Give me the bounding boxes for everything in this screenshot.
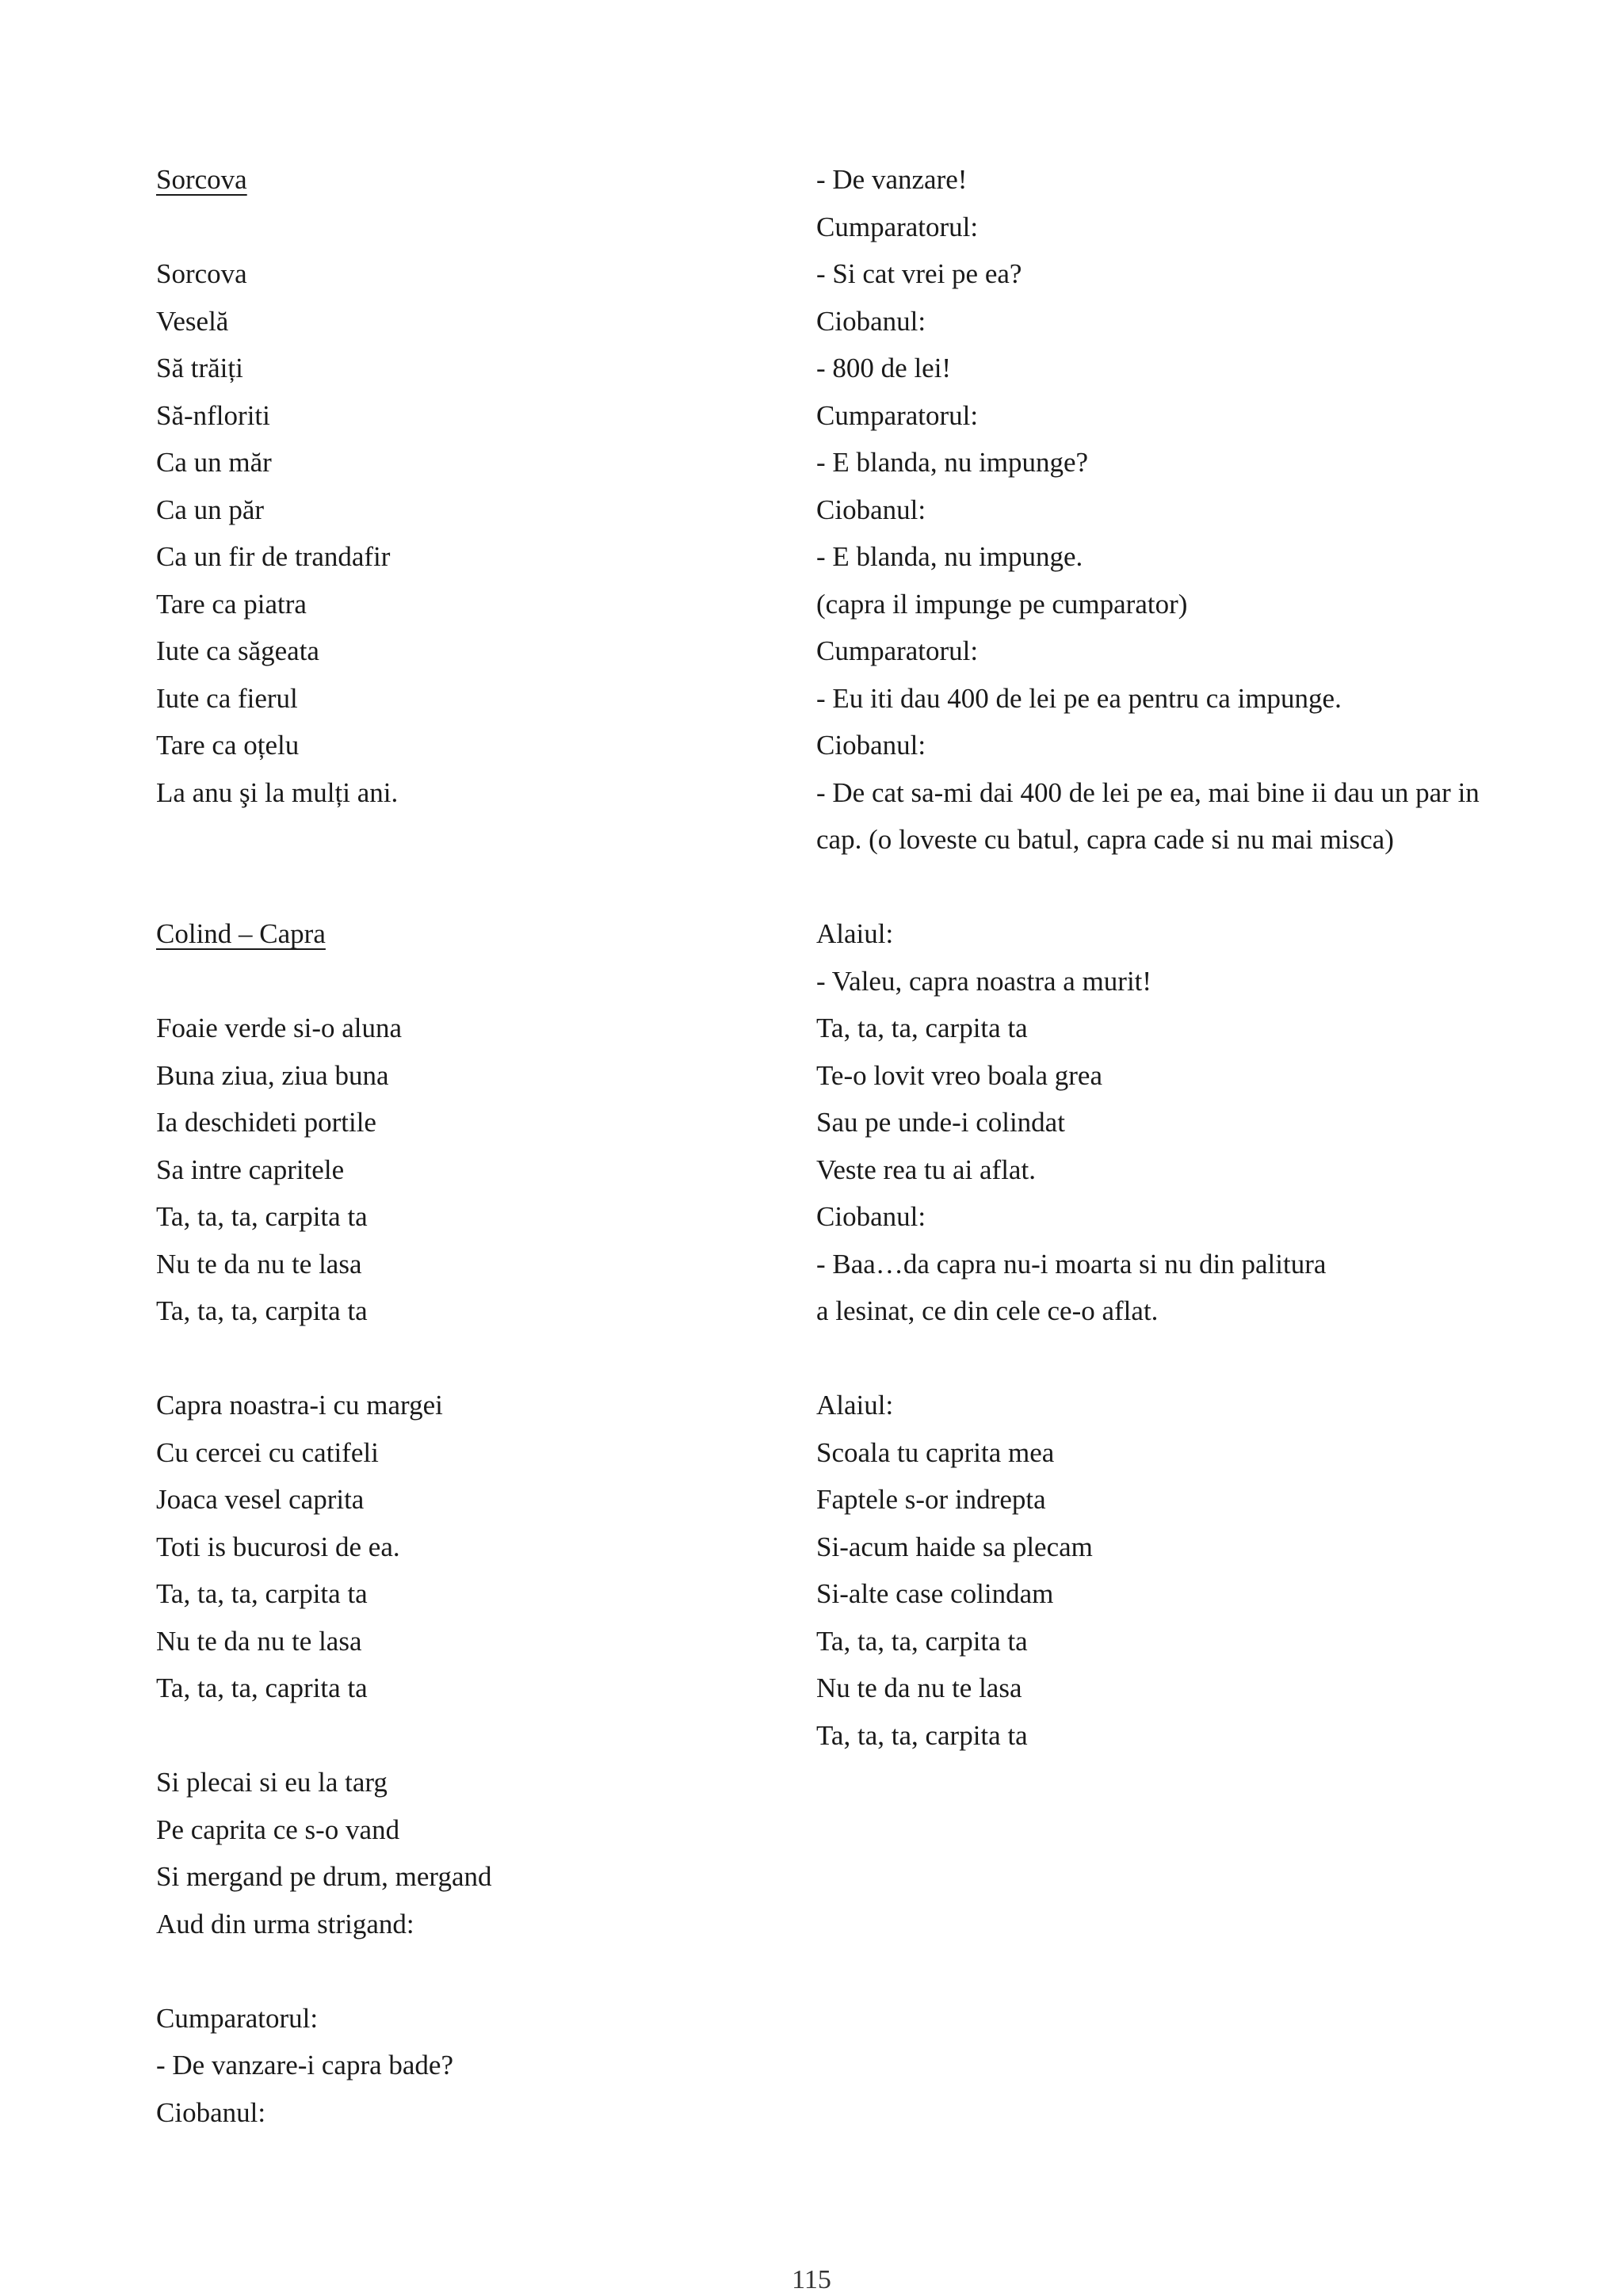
poem-line: Iute ca fierul <box>156 682 298 714</box>
dialog-line: - E blanda, nu impunge? <box>816 447 1089 478</box>
poem-line: Tare ca piatra <box>156 588 307 620</box>
spacer <box>156 1712 790 1760</box>
dialog-line: Sau pe unde-i colindat <box>816 1107 1065 1138</box>
dialog-line: Ciobanul: <box>816 1201 926 1232</box>
dialog-line: - Valeu, capra noastra a murit! <box>816 965 1152 997</box>
dialog-block-1 <box>816 156 1498 864</box>
capra-title: Colind – Capra <box>156 918 326 949</box>
capra-stanza-2 <box>156 1382 790 1712</box>
dialog-line: Veste rea tu ai aflat. <box>816 1154 1036 1185</box>
dialog-line: Ta, ta, ta, carpita ta <box>816 1625 1028 1657</box>
spacer <box>156 1335 790 1383</box>
spacer <box>156 1947 790 1995</box>
dialog-block-2 <box>816 910 1498 1335</box>
dialog-line: Cumparatorul: <box>816 211 979 242</box>
dialog-line: Faptele s-or indrepta <box>816 1484 1046 1515</box>
dialog-line: Ciobanul: <box>816 305 926 337</box>
poem-line: Ca un păr <box>156 494 265 525</box>
dialog-line: Si-acum haide sa plecam <box>816 1531 1093 1562</box>
dialog-line: Alaiul: <box>816 918 894 949</box>
dialog-line: - De vanzare-i capra bade? <box>156 2050 454 2081</box>
poem-line: Joaca vesel caprita <box>156 1484 365 1515</box>
dialog-paragraph: - De cat sa-mi dai 400 de lei pe ea, mai bine ii dau un par in cap. (o loveste cu batul, capra cade si nu mai misca) <box>816 776 1480 855</box>
dialog-line: Alaiul: <box>816 1390 894 1421</box>
poem-line: Sa intre capritele <box>156 1154 345 1185</box>
poem-line: Capra noastra-i cu margei <box>156 1390 443 1421</box>
poem-line: Ta, ta, ta, carpita ta <box>156 1201 368 1232</box>
dialog-line: Si-alte case colindam <box>816 1578 1054 1609</box>
poem-line: Ia deschideti portile <box>156 1107 376 1138</box>
dialog-line: Ta, ta, ta, carpita ta <box>816 1719 1028 1751</box>
poem-line: Ca un fir de trandafir <box>156 541 391 572</box>
poem-line: Buna ziua, ziua buna <box>156 1059 389 1091</box>
sorcova-poem <box>156 250 790 816</box>
dialog-line: Ciobanul: <box>156 2096 266 2128</box>
spacer <box>156 816 790 910</box>
poem-line: Iute ca săgeata <box>156 635 319 666</box>
dialog-line: Ta, ta, ta, carpita ta <box>816 1013 1028 1043</box>
poem-line: Ta, ta, ta, caprita ta <box>156 1672 368 1703</box>
dialog-line: Scoala tu caprita mea <box>816 1436 1055 1468</box>
right-column <box>816 156 1498 1759</box>
poem-line: Pe caprita ce s-o vand <box>156 1814 400 1845</box>
dialog-line: - Eu iti dau 400 de lei pe ea pentru ca impunge. <box>816 682 1342 714</box>
poem-line: Si mergand pe drum, mergand <box>156 1861 492 1892</box>
poem-line: Ca un măr <box>156 447 272 478</box>
dialog-line: a lesinat, ce din cele ce-o aflat. <box>816 1295 1159 1326</box>
poem-line: Veselă <box>156 305 229 337</box>
spacer <box>156 204 790 251</box>
poem-line: Ta, ta, ta, carpita ta <box>156 1578 368 1609</box>
poem-line: Toti is bucurosi de ea. <box>156 1531 400 1562</box>
spacer <box>816 1335 1498 1383</box>
poem-line: Ta, ta, ta, carpita ta <box>156 1295 368 1326</box>
spacer <box>816 864 1498 911</box>
poem-line: Cu cercei cu catifeli <box>156 1436 379 1468</box>
page-number: 115 <box>792 2265 831 2294</box>
poem-line: Aud din urma strigand: <box>156 1908 414 1939</box>
poem-line: Nu te da nu te lasa <box>156 1625 362 1657</box>
dialog-line: Nu te da nu te lasa <box>816 1672 1022 1703</box>
dialog-line: - De vanzare! <box>816 164 968 195</box>
poem-line: Foaie verde si-o aluna <box>156 1013 403 1043</box>
capra-stanza-3 <box>156 1759 790 1947</box>
poem-line: La anu şi la mulți ani. <box>156 776 399 808</box>
dialog-line: Ciobanul: <box>816 730 926 761</box>
stage-direction: (capra il impunge pe cumparator) <box>816 588 1188 620</box>
poem-line: Sorcova <box>156 258 247 289</box>
dialog-line: Cumparatorul: <box>816 635 979 666</box>
poem-line: Si plecai si eu la targ <box>156 1767 388 1798</box>
left-column <box>156 156 790 2136</box>
dialog-line: - 800 de lei! <box>816 353 952 383</box>
poem-line: Nu te da nu te lasa <box>156 1248 362 1280</box>
poem-line: Să trăiți <box>156 353 243 383</box>
capra-stanza-1 <box>156 1005 790 1335</box>
dialog-line: - E blanda, nu impunge. <box>816 541 1083 572</box>
dialog-line: Cumparatorul: <box>156 2002 319 2034</box>
dialog-line: - Si cat vrei pe ea? <box>816 258 1022 289</box>
capra-stanza-4 <box>156 1995 790 2137</box>
poem-line: Să-nfloriti <box>156 399 270 431</box>
dialog-line: Cumparatorul: <box>816 399 979 431</box>
dialog-line: Ciobanul: <box>816 494 926 525</box>
poem-line: Tare ca oțelu <box>156 730 300 761</box>
dialog-line: Te-o lovit vreo boala grea <box>816 1059 1103 1091</box>
sorcova-title: Sorcova <box>156 164 247 195</box>
dialog-block-3 <box>816 1382 1498 1759</box>
dialog-line: - Baa…da capra nu-i moarta si nu din palitura <box>816 1248 1327 1280</box>
spacer <box>156 958 790 1005</box>
